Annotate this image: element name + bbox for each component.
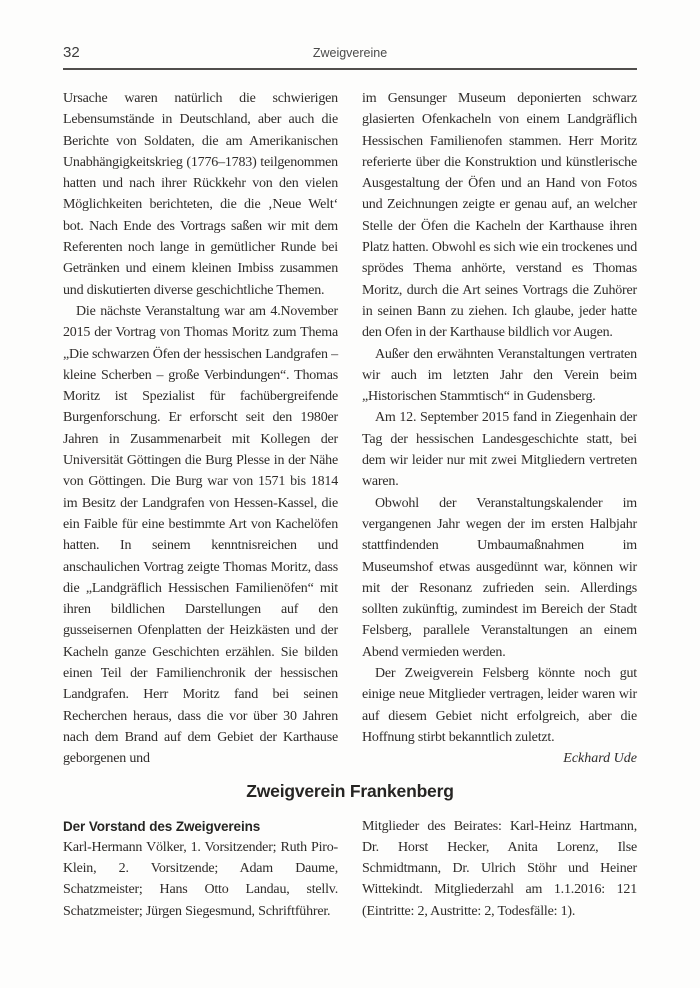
left-column xyxy=(63,88,338,770)
board-subheading: Der Vorstand des Zweigvereins xyxy=(63,818,261,834)
felsberg-article xyxy=(63,88,637,770)
paragraph: Mitglieder des Beirates: Karl-Heinz Hartmann, Dr. Horst Hecker, Anita Lorenz, Ilse Schmidtmann, Dr. Ulrich Stöhr und Heiner Wittekindt. Mitgliederzahl am 1.1.2016: 121 (Eintritte: 2, Austritte: 2, Todesfälle: 1). xyxy=(362,818,637,919)
section-heading: Zweigverein Frankenberg xyxy=(246,780,454,801)
paragraph: Die nächste Veranstaltung war am 4.November 2015 der Vortrag von Thomas Moritz zum Thema „Die schwarzen Öfen der hessischen Landgrafen – kleine Scherben – große Verbindungen“. Thomas Moritz ist Spezialist für fachübergreifende Burgenforschung. Er erforscht seit den 1980er Jahren in Zusammenarbeit mit Kollegen der Universität Göttingen die Burg Plesse in der Nähe von Göttingen. Die Burg war von 1571 bis 1814 im Besitz der Landgrafen von Hessen-Kassel, die ein Faible für eine bestimmte Art von Kachelöfen hatten. In seinem kenntnisreichen und anschaulichen Vortrag zeigte Thomas Moritz, dass die „Landgräflich Hessischen Familienöfen“ mit ihren bildlichen Darstellungen auf den gusseisernen Ofenplatten der Heizkästen und der Kacheln ganze Geschichten erzählen. Sie bilden einen Teil der Familienchronik der hessischen Landgrafen. Herr Moritz fand bei seinen Recherchen heraus, dass die vor über 30 Jahren nach dem Brand auf dem Gebiet der Karthause geborgenen und xyxy=(63,303,338,767)
right-column xyxy=(362,88,637,770)
page-number: 32 xyxy=(63,44,80,61)
left-column xyxy=(63,816,338,922)
paragraph: Der Zweigverein Felsberg könnte noch gut einige neue Mitglieder vertragen, leider waren wir auf diesem Gebiet nicht erfolgreich, aber die Hoffnung stirbt bekanntlich zuletzt. xyxy=(362,666,637,745)
right-column xyxy=(362,816,637,922)
running-title: Zweigvereine xyxy=(312,46,388,60)
paragraph: Außer den erwähnten Veranstaltungen vertraten wir auch im letzten Jahr den Verein beim „Historischen Stammtisch“ in Gudensberg. xyxy=(362,346,637,405)
paragraph: Obwohl der Veranstaltungskalender im vergangenen Jahr wegen der im ersten Halbjahr stattfindenden Umbaumaßnahmen im Museumshof etwas ausgedünnt war, können wir mit der Resonanz zufrieden sein. Allerdings sollten zukünftig, zumindest im Bereich der Stadt Felsberg, parallele Veranstaltungen an einem Abend vermieden werden. xyxy=(362,495,637,660)
paragraph: Am 12. September 2015 fand in Ziegenhain der Tag der hessischen Landesgeschichte statt, bei dem wir leider nur mit zwei Mitgliedern vertreten waren. xyxy=(362,410,637,490)
page-header xyxy=(63,0,637,70)
paragraph: Karl-Hermann Völker, 1. Vorsitzender; Ruth Piro-Klein, 2. Vorsitzende; Adam Daume, Schatzmeister; Hans Otto Landau, stellv. Schatzmeister; Jürgen Siegesmund, Schriftführer. xyxy=(63,839,338,919)
page-content xyxy=(63,88,637,922)
author-signature: Eckhard Ude xyxy=(563,751,637,767)
frankenberg-section xyxy=(63,816,637,922)
header-rule xyxy=(63,68,637,70)
paragraph: Ursache waren natürlich die schwierigen Lebensumstände in Deutschland, aber auch die Berichte von Soldaten, die am Amerikanischen Unabhängigkeitskrieg (1776–1783) teilgenommen hatten und nach ihrer Rückkehr von den vielen Möglichkeiten berichteten, die die ‚Neue Welt‘ bot. Nach Ende des Vortrags saßen wir mit dem Referenten noch lange in gemütlicher Runde bei Getränken und einem kleinen Imbiss zusammen und diskutierten diverse geschichtliche Themen. xyxy=(63,91,338,298)
paragraph: im Gensunger Museum deponierten schwarz glasierten Ofenkacheln von einem Landgräflich Hessischen Familienofen stammen. Herr Moritz referierte über die Konstruktion und künstlerische Ausgestaltung der Öfen und an Hand von Fotos und Zeichnungen zeigte er genau auf, an welcher Stelle der Öfen die Kacheln der Karthause ihren Platz hatten. Obwohl es sich wie ein trockenes und sprödes Thema anhörte, verstand es Thomas Moritz, durch die Art seines Vortrags die Zuhörer in seinen Bann zu ziehen. Ich glaube, jeder hatte den Ofen in der Karthause bildlich vor Augen. xyxy=(362,91,637,341)
